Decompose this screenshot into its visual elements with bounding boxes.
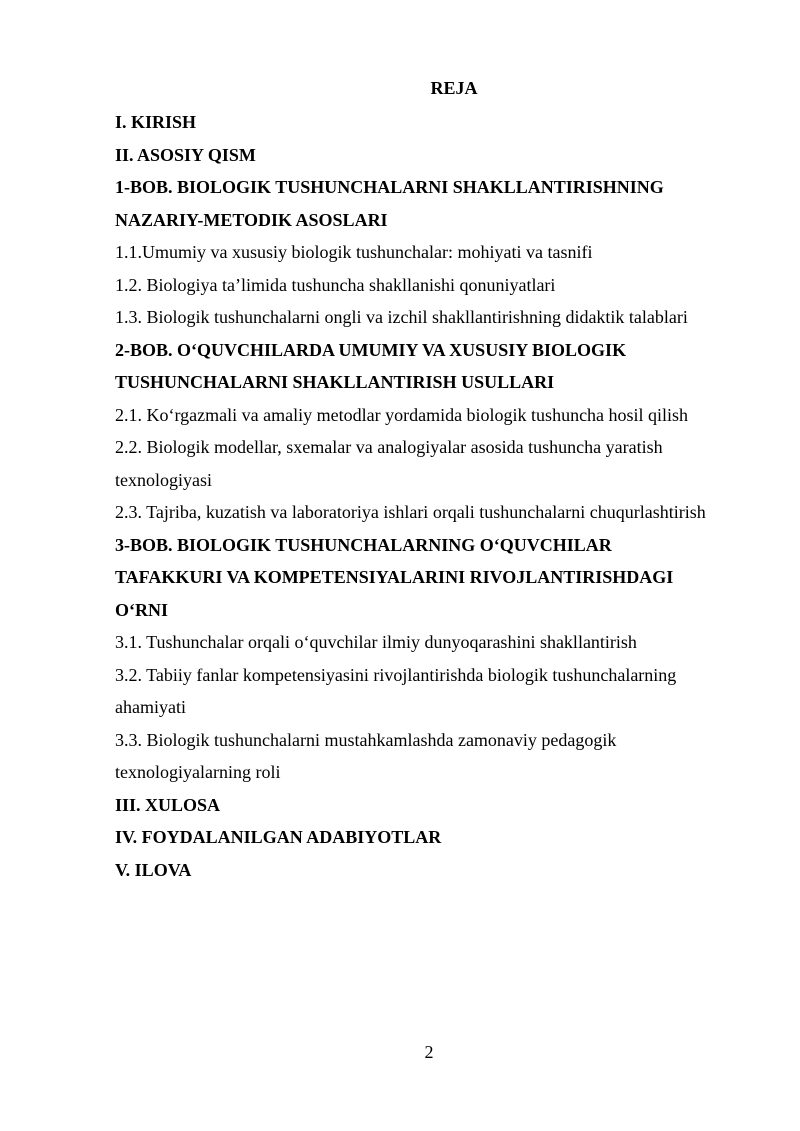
toc-entry-line: 1.3. Biologik tushunchalarni ongli va izchil shakllantirishning didaktik talablari <box>115 307 688 327</box>
page-title: REJA <box>430 78 478 98</box>
table-of-contents <box>115 106 745 886</box>
toc-entry-line: 1.2. Biologiya ta’limida tushuncha shakllanishi qonuniyatlari <box>115 274 556 295</box>
toc-entry-line: 1.1.Umumiy va xususiy biologik tushunchalar: mohiyati va tasnifi <box>115 242 593 262</box>
toc-heading-line: V. ILOVA <box>115 859 192 880</box>
toc-heading-line: TAFAKKURI VA KOMPETENSIYALARINI RIVOJLANTIRISHDAGI <box>115 567 674 587</box>
toc-heading-line: NAZARIY-METODIK ASOSLARI <box>115 209 388 230</box>
page-number: 2 <box>424 1042 434 1062</box>
toc-entry-line: 3.2. Tabiiy fanlar kompetensiyasini rivojlantirishda biologik tushunchalarning <box>115 664 677 685</box>
toc-entry-line: ahamiyati <box>115 697 186 717</box>
toc-entry-line: texnologiyasi <box>115 469 212 490</box>
toc-heading-line: I. KIRISH <box>115 112 197 132</box>
toc-entry-line: 2.2. Biologik modellar, sxemalar va analogiyalar asosida tushuncha yaratish <box>115 437 663 457</box>
toc-heading-line: 1-BOB. BIOLOGIK TUSHUNCHALARNI SHAKLLANTIRISHNING <box>115 177 664 197</box>
toc-heading-line: TUSHUNCHALARNI SHAKLLANTIRISH USULLARI <box>115 372 555 392</box>
toc-heading-line: II. ASOSIY QISM <box>115 144 256 165</box>
toc-entry-line: 3.1. Tushunchalar orqali o‘quvchilar ilmiy dunyoqarashini shakllantirish <box>115 632 637 652</box>
toc-entry-line: texnologiyalarning roli <box>115 762 281 782</box>
toc-heading-line: III. XULOSA <box>115 794 221 815</box>
toc-entry-line: 2.1. Ko‘rgazmali va amaliy metodlar yordamida biologik tushuncha hosil qilish <box>115 404 689 425</box>
toc-entry-line: 3.3. Biologik tushunchalarni mustahkamlashda zamonaviy pedagogik <box>115 729 617 750</box>
toc-heading-line: 2-BOB. O‘QUVCHILARDA UMUMIY VA XUSUSIY BIOLOGIK <box>115 339 627 360</box>
toc-heading-line: IV. FOYDALANILGAN ADABIYOTLAR <box>115 827 442 847</box>
toc-entry-line: 2.3. Tajriba, kuzatish va laboratoriya ishlari orqali tushunchalarni chuqurlashtirish <box>115 502 706 522</box>
toc-heading-line: 3-BOB. BIOLOGIK TUSHUNCHALARNING O‘QUVCHILAR <box>115 534 612 555</box>
toc-heading-line: O‘RNI <box>115 599 168 620</box>
